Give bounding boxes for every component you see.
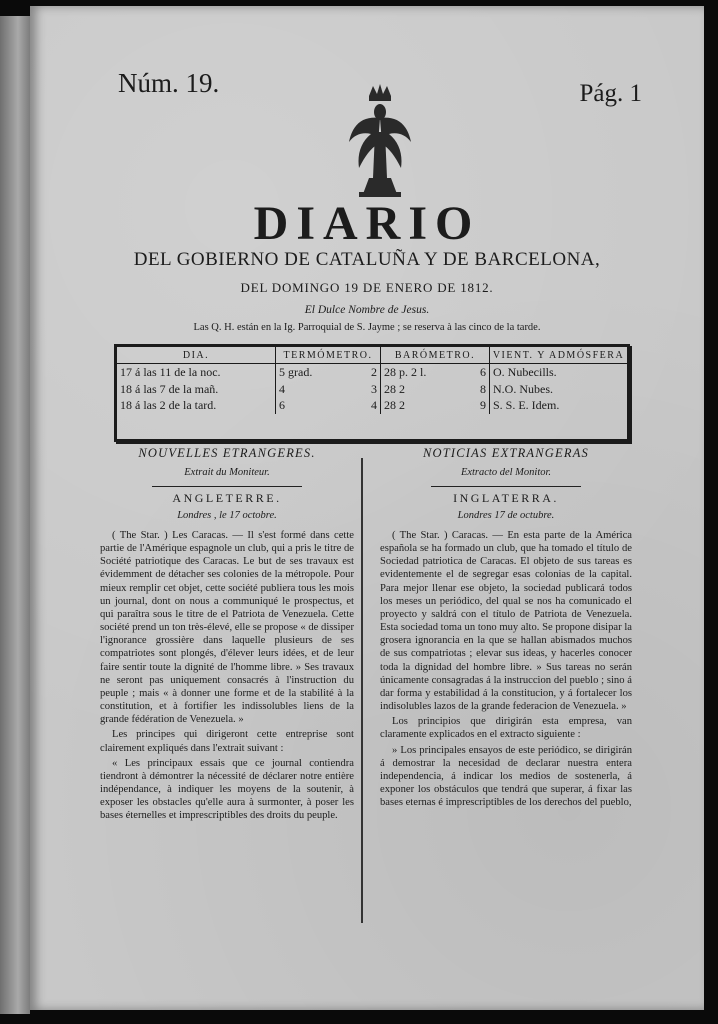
table-row bbox=[117, 397, 627, 414]
issue-number: Núm. 19. bbox=[118, 68, 220, 98]
weather-header-viento: VIENT. Y ADMÓSFERA bbox=[490, 347, 628, 364]
section-rule bbox=[431, 486, 581, 487]
crowned-eagle-emblem-icon bbox=[345, 82, 415, 200]
church-notice: Las Q. H. están en la Ig. Parroquial de S. Jayme ; se reserva à las cinco de la tarde. bbox=[193, 322, 541, 333]
weather-cell-termo: 6 4 bbox=[276, 397, 381, 414]
weather-header-barometro: BARÓMETRO. bbox=[381, 347, 490, 364]
article-paragraph: ( The Star. ) Les Caracas. — Il s'est formé dans cette partie de l'Amérique espagnole un club, qui a pris le titre de Société patriotique des Caracas. Le but de ses travaux est évidemment de détacher ses colonies de la métropole. Pour mieux remplir cet objet, cette société publiera tous les mois un journal, dont on nous a communiqué le prospectus, et qui paraîtra sous le titre de el Patriota de Venezuela. Cette société prend un ton très-élevé, elle se propose « de dissiper l'ignorance grossière dans laquelle plusieurs de ses compatriotes sont plongés, d'élever leurs idées, et de leur faire sentir toute la dignité de l'homme libre. » Ses travaux ne seront pas uniquement consacrés à l'instruction du peuple ; mais « à donner une forme et de la stabilité à la constitution, et à fortifier les indissolubles liens de la grande fédération de Venezuela. » bbox=[100, 530, 354, 726]
article-paragraph: Los principios que dirigirán esta empresa, van claramente explicados en el extracto siguiente : bbox=[380, 716, 632, 741]
article-paragraph: » Los principales ensayos de este periódico, se dirigirán á demostrar la necesidad de declarar nuestra entera independencia, á indicar los medios de sostenerla, á exponer los obstáculos que tendrá que superar, á fixar las bases eternas é imprescriptibles de los derechos del pueblo, bbox=[380, 744, 632, 809]
weather-cell-termo: 4 3 bbox=[276, 381, 381, 398]
weather-cell-viento: S. S. E. Idem. bbox=[490, 397, 628, 414]
dateline: Londres , le 17 octobre. bbox=[177, 510, 277, 521]
weather-cell-dia: 17 á las 11 de la noc. bbox=[120, 365, 221, 379]
weather-cell-viento: O. Nubecills. bbox=[490, 364, 628, 381]
weather-cell-viento: N.O. Nubes. bbox=[490, 381, 628, 398]
masthead-title: DIARIO bbox=[253, 197, 481, 250]
column-divider bbox=[361, 458, 363, 923]
facing-page-edge bbox=[0, 16, 30, 1014]
weather-cell-dia: 18 á las 7 de la mañ. bbox=[120, 381, 219, 396]
article-paragraph: Les principes qui dirigeront cette entreprise sont clairement expliqués dans l'extrait suivant : bbox=[100, 729, 354, 754]
weather-header-termometro: TERMÓMETRO. bbox=[276, 347, 381, 364]
page-number: Pág. 1 bbox=[579, 80, 642, 107]
article-paragraph: ( The Star. ) Caracas. — En esta parte de la América española se ha formado un club, que ha tomado el título de Sociedad patriotica de Caracas. El objeto de sus tareas es evidentemente el de segregar esas colonias de la capital. Para mejor llenar ese objeto, la sociedad publicará todos los meses un periódico, del qual se nos ha comunicado el proyecto y saldrá con el título de Patriota de Venezuela. Esta sociedad toma un tono muy alto. Se propone disipar la grosera ignorancia en la que se hallan abismados muchos de sus compatriotas ; elevar sus ideas, y hacerles conocer toda la dignidad del hombre libre. » Sus tareas no serán únicamente consagradas á la instruccion del pueblo ; sino á dar forma y estabilidad á la constitucion, y á fortalecer los indisolubles lazos de la grande federacion de Venezuela. » bbox=[380, 530, 632, 713]
table-row bbox=[117, 381, 627, 398]
section-title: NOUVELLES ETRANGERES. bbox=[138, 446, 316, 460]
issue-date: DEL DOMINGO 19 DE ENERO DE 1812. bbox=[240, 280, 494, 295]
masthead-subtitle: DEL GOBIERNO DE CATALUÑA Y DE BARCELONA, bbox=[133, 249, 601, 270]
weather-header-dia: DIA. bbox=[117, 347, 276, 364]
section-source: Extracto del Monitor. bbox=[460, 467, 552, 478]
spanish-column bbox=[380, 446, 632, 811]
dateline: Londres 17 de octubre. bbox=[457, 510, 555, 521]
table-row bbox=[117, 364, 627, 381]
article-paragraph: « Les principaux essais que ce journal contiendra tiendront à démontrer la nécessité de déclarer notre entière indépendance, à indiquer les moyens de la soutenir, à exposer les obstacles qu'elle aura à surmonter, à poser les bases éternelles et imprescriptibles des droits du peuple. bbox=[100, 757, 354, 822]
weather-cell-baro: 28 p. 2 l. 6 bbox=[381, 364, 490, 381]
country-heading: INGLATERRA. bbox=[453, 491, 559, 505]
weather-table bbox=[114, 344, 630, 442]
newspaper-page bbox=[30, 6, 704, 1010]
weather-cell-dia: 18 á las 2 de la tard. bbox=[120, 398, 217, 412]
weather-cell-baro: 28 2 8 bbox=[381, 381, 490, 398]
section-title: NOTICIAS EXTRANGERAS bbox=[422, 446, 589, 460]
feast-day: El Dulce Nombre de Jesus. bbox=[304, 304, 430, 316]
french-column bbox=[100, 446, 354, 824]
weather-cell-baro: 28 2 9 bbox=[381, 397, 490, 414]
country-heading: ANGLETERRE. bbox=[172, 491, 282, 505]
section-source: Extrait du Moniteur. bbox=[184, 467, 270, 478]
weather-cell-termo: 5 grad. 2 bbox=[276, 364, 381, 381]
section-rule bbox=[152, 486, 302, 487]
